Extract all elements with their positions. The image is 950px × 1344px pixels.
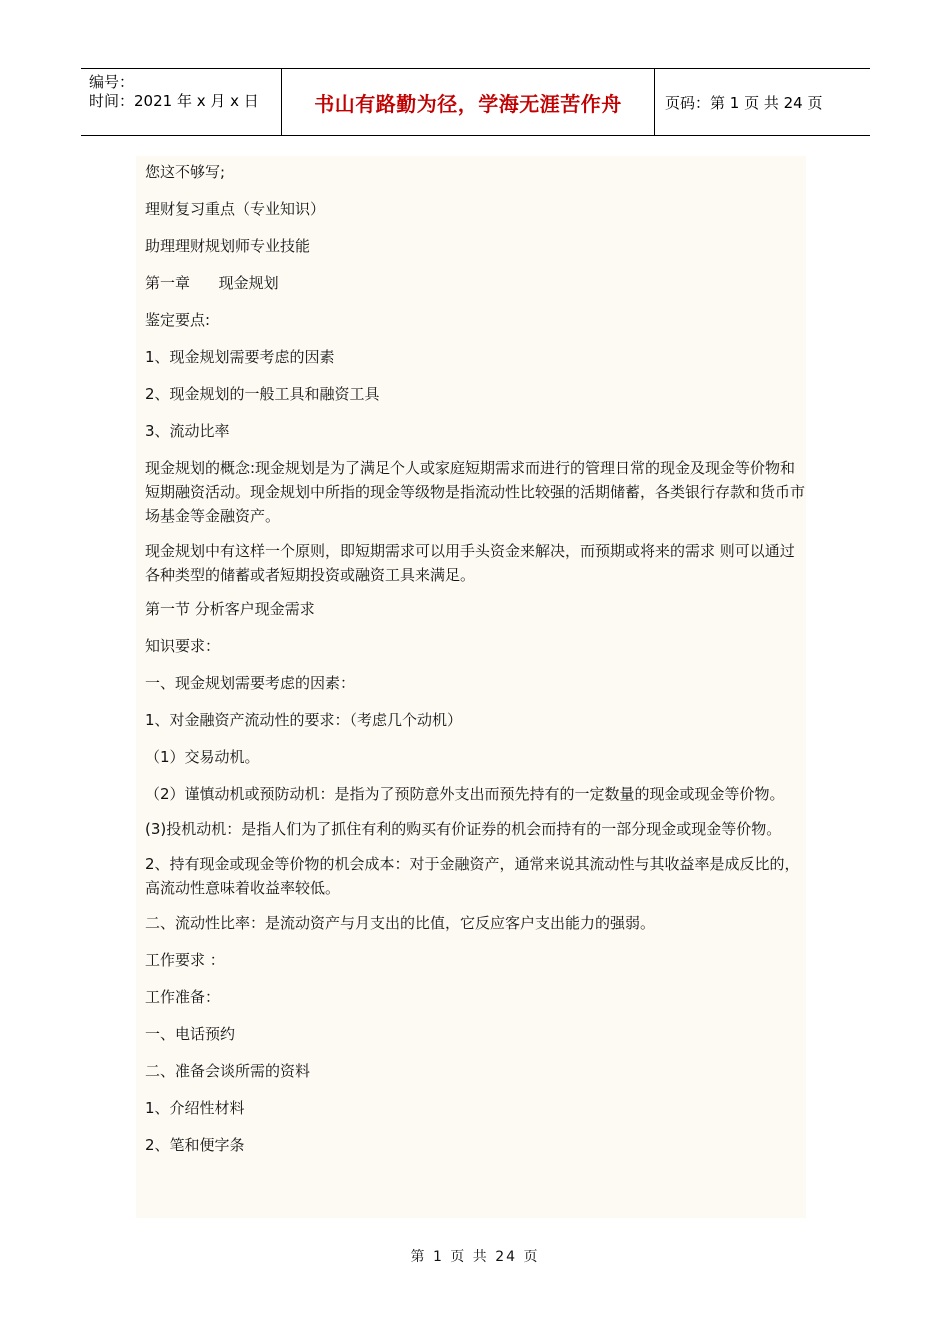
- header-motto-cell: [282, 69, 655, 135]
- section-heading: 第一节 分析客户现金需求: [145, 600, 315, 618]
- time-label: 时间：2021 年 x 月 x 日: [89, 92, 259, 110]
- header-meta: [81, 69, 282, 135]
- list-item: （2）谨慎动机或预防动机：是指为了预防意外支出而预先持有的一定数量的现金或现金等价物。: [145, 785, 785, 803]
- list-item: (3)投机动机：是指人们为了抓住有利的购买有价证券的机会而持有的一部分现金或现金等价物。: [145, 820, 782, 838]
- chapter-heading: 第一章 现金规划: [145, 274, 279, 292]
- list-item: 1、介绍性材料: [145, 1099, 245, 1117]
- header-page-cell: [655, 69, 870, 135]
- paragraph: 鉴定要点:: [145, 311, 211, 329]
- list-item: 2、笔和便字条: [145, 1136, 245, 1154]
- page-header: [81, 68, 870, 136]
- page-label: 页码：第 1 页 共 24 页: [665, 93, 823, 112]
- paragraph: 您这不够写;: [145, 163, 226, 181]
- paragraph: 工作要求 ：: [145, 951, 225, 969]
- paragraph: 助理理财规划师专业技能: [145, 237, 311, 255]
- page-footer: 第 1 页 共 24 页: [410, 1249, 540, 1265]
- list-item: 2、持有现金或现金等价物的机会成本：对于金融资产，通常来说其流动性与其收益率是成反比的，高流动性意味着收益率较低。: [145, 855, 800, 897]
- list-item: 1、对金融资产流动性的要求：（考虑几个动机）: [145, 711, 463, 729]
- paragraph: 理财复习重点（专业知识）: [145, 200, 326, 218]
- paragraph: 二、流动性比率：是流动资产与月支出的比值，它反应客户支出能力的强弱。: [145, 914, 656, 932]
- list-item: 2、现金规划的一般工具和融资工具: [145, 385, 380, 403]
- motto: 书山有路勤为径，学海无涯苦作舟: [314, 91, 622, 116]
- paragraph: 一、现金规划需要考虑的因素：: [145, 674, 356, 692]
- list-item: 3、流动比率: [145, 422, 230, 440]
- list-item: 一、电话预约: [145, 1025, 236, 1043]
- number-label: 编号：: [89, 73, 135, 91]
- paragraph: 现金规划的概念:现金规划是为了满足个人或家庭短期需求而进行的管理日常的现金及现金等价物和短期融资活动。现金规划中所指的现金等级物是指流动性比较强的活期储蓄，各类银行存款和货币市场基金等金融资产。: [145, 459, 806, 525]
- list-item: 1、现金规划需要考虑的因素: [145, 348, 335, 366]
- paragraph: 知识要求：: [145, 637, 221, 655]
- list-item: 二、准备会谈所需的资料: [145, 1062, 311, 1080]
- document-body: [136, 156, 806, 1218]
- paragraph: 工作准备：: [145, 988, 221, 1006]
- paragraph: 现金规划中有这样一个原则，即短期需求可以用手头资金来解决，而预期或将来的需求 则可以通过各种类型的储蓄或者短期投资或融资工具来满足。: [145, 542, 795, 584]
- list-item: （1）交易动机。: [145, 748, 260, 766]
